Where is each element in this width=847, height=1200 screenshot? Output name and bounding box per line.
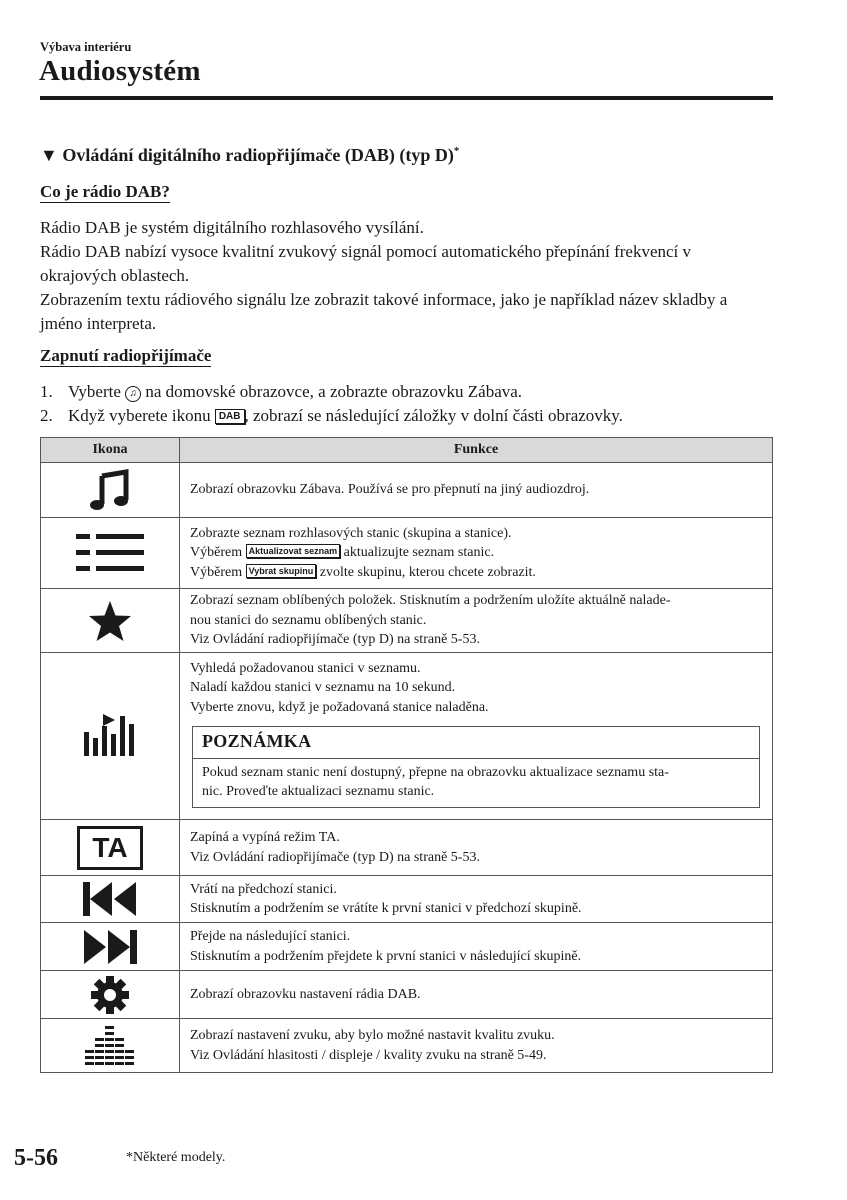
ta-icon-label: TA bbox=[77, 826, 143, 870]
gear-icon bbox=[41, 971, 180, 1019]
heading-asterisk: * bbox=[453, 145, 460, 157]
column-header-icon: Ikona bbox=[41, 438, 180, 463]
description-line: Vrátí na předchozí stanici. bbox=[190, 881, 337, 897]
description-line: nou stanici do seznamu oblíbených stanic. bbox=[190, 612, 427, 628]
step-number: 2. bbox=[40, 406, 53, 425]
description-line: Viz Ovládání hlasitosti / displeje / kvality zvuku na straně 5-49. bbox=[190, 1047, 547, 1063]
function-description bbox=[180, 923, 773, 971]
table-row bbox=[41, 1019, 773, 1073]
description-text: aktualizujte seznam stanic. bbox=[343, 545, 495, 561]
description-line: Vyberte znovu, když je požadovaná stanice naladěna. bbox=[190, 699, 489, 715]
page-number: 5-56 bbox=[14, 1145, 58, 1171]
description-line: Viz Ovládání radiopřijímače (typ D) na straně 5-53. bbox=[190, 849, 480, 865]
function-description bbox=[180, 820, 773, 876]
scan-icon bbox=[41, 653, 180, 820]
table-row bbox=[41, 463, 773, 518]
function-description bbox=[180, 653, 773, 820]
step-text: Když vyberete ikonu bbox=[68, 406, 211, 425]
description-line: Zobrazí nastavení zvuku, aby bylo možné nastavit kvalitu zvuku. bbox=[190, 1028, 555, 1043]
column-header-function: Funkce bbox=[180, 438, 773, 463]
description-line: Zobrazí seznam oblíbených položek. Stisknutím a podržením uložíte aktuálně nalade- bbox=[190, 593, 671, 609]
previous-icon bbox=[41, 876, 180, 923]
step-text: na domovské obrazovce, a zobrazte obrazovku Zábava. bbox=[145, 382, 523, 401]
title-rule bbox=[40, 96, 773, 100]
page-title: Audiosystém bbox=[39, 55, 201, 87]
step-number: 1. bbox=[40, 382, 53, 401]
footnote: *Některé modely. bbox=[126, 1150, 226, 1165]
table-row bbox=[41, 820, 773, 876]
select-group-key: Vybrat skupinu bbox=[246, 564, 317, 578]
update-list-key: Aktualizovat seznam bbox=[246, 544, 341, 558]
description-line: Naladí každou stanici v seznamu na 10 sekund. bbox=[190, 680, 456, 695]
function-description bbox=[180, 589, 773, 653]
description-line: Stisknutím a podržením se vrátíte k první stanici v předchozí skupině. bbox=[190, 901, 582, 916]
function-description bbox=[180, 463, 773, 518]
description-text: Výběrem bbox=[190, 545, 243, 561]
note-line: nic. Proveďte aktualizaci seznamu stanic. bbox=[202, 784, 435, 799]
description-line: Zapíná a vypíná režim TA. bbox=[190, 830, 340, 845]
function-description bbox=[180, 1019, 773, 1073]
table-header-row bbox=[41, 438, 773, 463]
paragraph-line: Rádio DAB je systém digitálního rozhlasového vysílání. bbox=[40, 218, 424, 237]
description-line: Zobrazí obrazovku nastavení rádia DAB. bbox=[190, 986, 421, 1002]
table-row bbox=[41, 923, 773, 971]
step-text: Vyberte bbox=[68, 382, 121, 401]
function-table bbox=[40, 437, 773, 1073]
description-text: Výběrem bbox=[190, 564, 243, 580]
music-note-icon: ♫ bbox=[125, 386, 141, 402]
what-is-dab-heading: Co je rádio DAB? bbox=[40, 182, 170, 201]
description-line: Přejde na následující stanici. bbox=[190, 929, 351, 944]
dab-key: DAB bbox=[215, 409, 245, 424]
section-heading bbox=[40, 145, 459, 166]
description-line bbox=[190, 563, 762, 583]
description-line: Viz Ovládání radiopřijímače (typ D) na straně 5-53. bbox=[190, 632, 480, 648]
steps-list bbox=[40, 380, 623, 428]
equalizer-icon bbox=[41, 1019, 180, 1073]
description-line bbox=[190, 543, 762, 563]
section-label: Výbava interiéru bbox=[40, 40, 132, 54]
step-text: , zobrazí se následující záložky v dolní části obrazovky. bbox=[244, 406, 623, 425]
description-line: Stisknutím a podržením přejdete k první stanici v následující skupině. bbox=[190, 948, 582, 964]
ta-icon bbox=[41, 820, 180, 876]
step-2 bbox=[40, 404, 623, 428]
music-note-icon bbox=[41, 463, 180, 518]
table-row bbox=[41, 518, 773, 589]
paragraph-line: Rádio DAB nabízí vysoce kvalitní zvukový signál pomocí automatického přepínání frekvencí v okrajových oblastech. bbox=[40, 242, 692, 285]
next-icon bbox=[41, 923, 180, 971]
note-body bbox=[193, 759, 759, 807]
heading-marker: ▼ bbox=[40, 145, 58, 165]
description-line: Zobrazí obrazovku Zábava. Používá se pro přepnutí na jiný audiozdroj. bbox=[190, 482, 590, 498]
star-icon bbox=[41, 589, 180, 653]
list-icon bbox=[41, 518, 180, 589]
note-box bbox=[192, 726, 760, 808]
table-row bbox=[41, 876, 773, 923]
step-1 bbox=[40, 380, 623, 404]
description-text: zvolte skupinu, kterou chcete zobrazit. bbox=[319, 564, 536, 580]
function-description bbox=[180, 971, 773, 1019]
table-row bbox=[41, 971, 773, 1019]
table-row bbox=[41, 589, 773, 653]
note-line: Pokud seznam stanic není dostupný, přepne na obrazovku aktualizace seznamu sta- bbox=[202, 764, 669, 780]
paragraph-line: Zobrazením textu rádiového signálu lze zobrazit takové informace, jako je například název skladby a jméno interpreta. bbox=[40, 290, 728, 333]
description-line: Vyhledá požadovanou stanici v seznamu. bbox=[190, 660, 421, 676]
function-description bbox=[180, 518, 773, 589]
function-description bbox=[180, 876, 773, 923]
heading-text: Ovládání digitálního radiopřijímače (DAB) (typ D) bbox=[62, 145, 454, 165]
table-row bbox=[41, 653, 773, 820]
note-title: POZNÁMKA bbox=[193, 727, 759, 759]
description-line: Zobrazte seznam rozhlasových stanic (skupina a stanice). bbox=[190, 525, 512, 541]
power-on-heading: Zapnutí radiopřijímače bbox=[40, 346, 212, 365]
what-is-dab-text bbox=[40, 216, 780, 336]
